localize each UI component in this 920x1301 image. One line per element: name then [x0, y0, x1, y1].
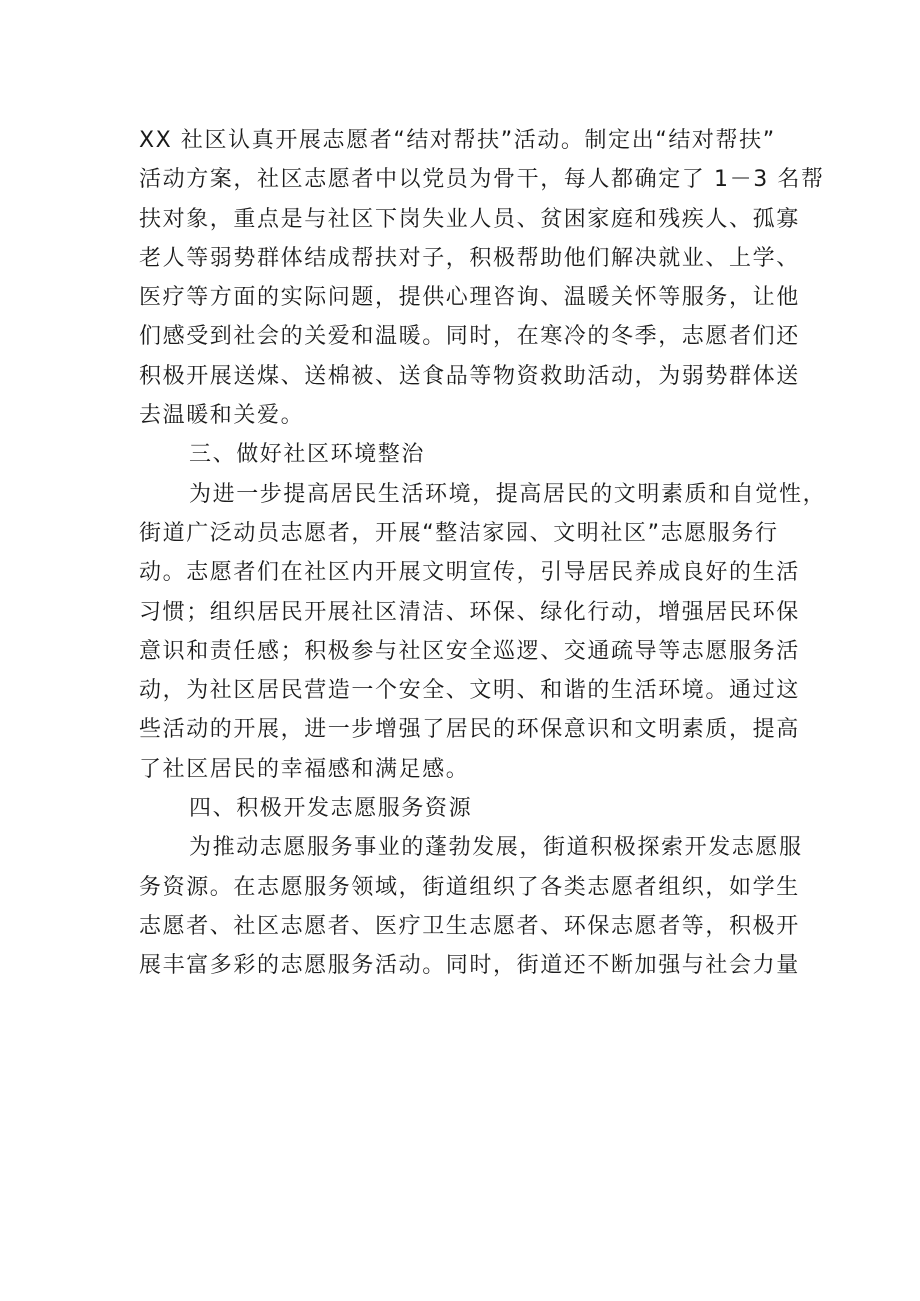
text-line: 老人等弱势群体结成帮扶对子，积极帮助他们解决就业、上学、 [139, 245, 800, 271]
section-heading-environment: 三、做好社区环境整治 [189, 442, 426, 468]
text-line: 去温暖和关爱。 [139, 403, 305, 429]
text-line: 积极开展送煤、送棉被、送食品等物资救助活动，为弱势群体送 [139, 363, 800, 389]
paragraph-community-pairing [139, 121, 825, 435]
text-line: 医疗等方面的实际问题，提供心理咨询、温暖关怀等服务，让他 [139, 285, 800, 311]
section-heading-resources: 四、积极开发志愿服务资源 [189, 796, 473, 822]
text-line: 为推动志愿服务事业的蓬勃发展，街道积极探索开发志愿服 [189, 835, 803, 861]
text-line: 们感受到社会的关爱和温暖。同时，在寒冷的冬季，志愿者们还 [139, 324, 800, 350]
text-line: 活动方案，社区志愿者中以党员为骨干，每人都确定了 1－3 名帮 [139, 167, 825, 193]
paragraph-resources [139, 828, 803, 985]
text-line: 展丰富多彩的志愿服务活动。同时，街道还不断加强与社会力量 [139, 953, 800, 979]
text-line: 街道广泛动员志愿者，开展“整洁家园、文明社区”志愿服务行 [139, 520, 779, 546]
text-line: 扶对象，重点是与社区下岗失业人员、贫困家庭和残疾人、孤寡 [139, 206, 800, 232]
text-line: 些活动的开展，进一步增强了居民的环保意识和文明素质，提高 [139, 717, 800, 743]
text-line: 志愿者、社区志愿者、医疗卫生志愿者、环保志愿者等，积极开 [139, 913, 800, 939]
text-line: 动，为社区居民营造一个安全、文明、和谐的生活环境。通过这 [139, 678, 800, 704]
text-line: 意识和责任感；积极参与社区安全巡逻、交通疏导等志愿服务活 [139, 638, 800, 664]
text-line: XX 社区认真开展志愿者“结对帮扶”活动。制定出“结对帮扶” [139, 128, 776, 153]
text-line: 为进一步提高居民生活环境，提高居民的文明素质和自觉性， [189, 481, 827, 507]
text-line: 动。志愿者们在社区内开展文明宣传，引导居民养成良好的生活 [139, 560, 800, 586]
paragraph-environment [139, 475, 827, 789]
document-body [139, 121, 827, 986]
text-line: 务资源。在志愿服务领域，街道组织了各类志愿者组织，如学生 [139, 874, 800, 900]
text-line: 习惯；组织居民开展社区清洁、环保、绿化行动，增强居民环保 [139, 599, 800, 625]
text-line: 了社区居民的幸福感和满足感。 [139, 756, 470, 782]
